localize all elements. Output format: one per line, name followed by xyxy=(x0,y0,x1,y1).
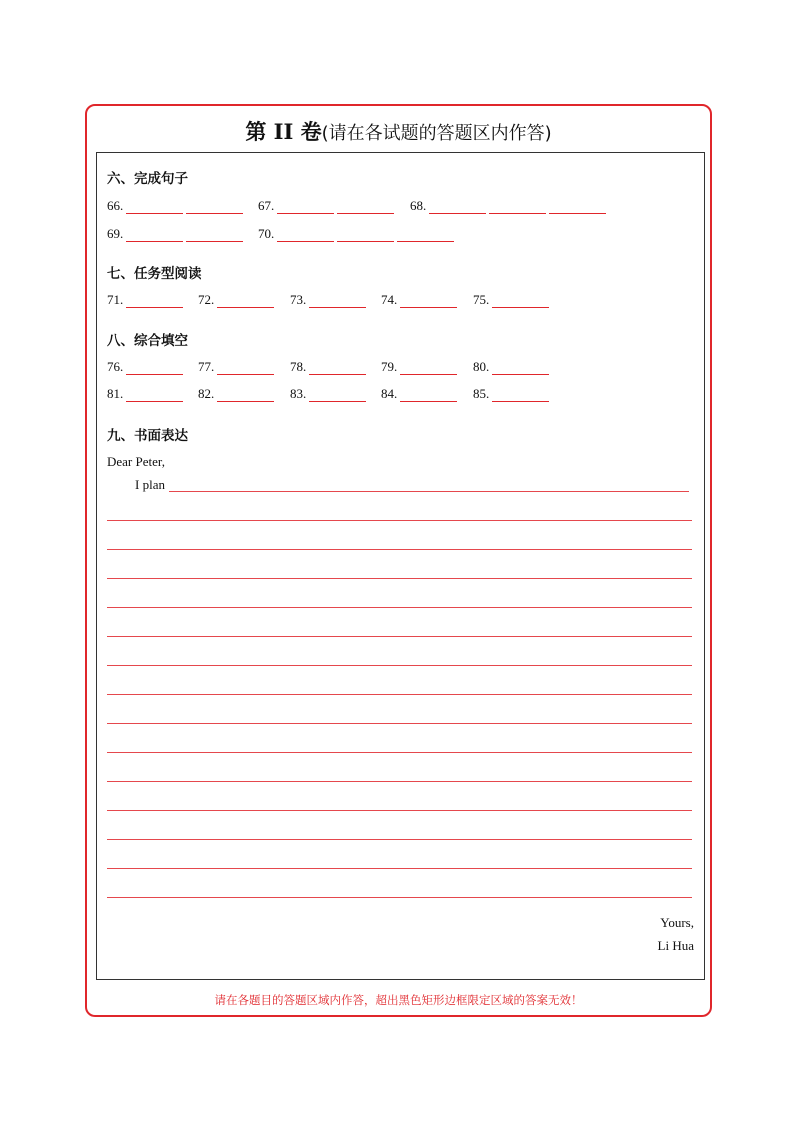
question-67-number: 67. xyxy=(258,198,275,213)
answer-blank[interactable] xyxy=(309,294,366,308)
question-70-number: 70. xyxy=(258,226,275,241)
writing-line[interactable] xyxy=(107,810,692,811)
question-80-number: 80. xyxy=(473,359,490,374)
question-77-number: 77. xyxy=(198,359,215,374)
writing-line[interactable] xyxy=(107,607,692,608)
question-67 xyxy=(258,198,394,214)
section-8-title: 八、综合填空 xyxy=(107,333,188,349)
answer-blank[interactable] xyxy=(489,200,546,214)
question-80 xyxy=(473,359,549,375)
writing-line[interactable] xyxy=(107,665,692,666)
question-71 xyxy=(107,292,183,308)
answer-blank[interactable] xyxy=(309,388,366,402)
writing-line[interactable] xyxy=(107,868,692,869)
question-75-number: 75. xyxy=(473,292,490,307)
question-82-number: 82. xyxy=(198,386,215,401)
answer-blank[interactable] xyxy=(217,361,274,375)
question-81-number: 81. xyxy=(107,386,124,401)
question-78-number: 78. xyxy=(290,359,307,374)
writing-line[interactable] xyxy=(107,752,692,753)
answer-blank[interactable] xyxy=(492,294,549,308)
answer-blank[interactable] xyxy=(126,200,183,214)
writing-line[interactable] xyxy=(107,839,692,840)
answer-blank[interactable] xyxy=(217,388,274,402)
answer-blank[interactable] xyxy=(400,388,457,402)
answer-blank[interactable] xyxy=(309,361,366,375)
question-83-number: 83. xyxy=(290,386,307,401)
letter-opening: I plan xyxy=(135,477,165,492)
answer-blank[interactable] xyxy=(277,228,334,242)
question-81 xyxy=(107,386,183,402)
sheet-title xyxy=(87,116,710,146)
question-74-number: 74. xyxy=(381,292,398,307)
question-82 xyxy=(198,386,274,402)
answer-area-box xyxy=(96,152,705,980)
answer-blank[interactable] xyxy=(400,294,457,308)
question-72 xyxy=(198,292,274,308)
question-76 xyxy=(107,359,183,375)
answer-blank[interactable] xyxy=(126,361,183,375)
answer-blank[interactable] xyxy=(429,200,486,214)
question-84-number: 84. xyxy=(381,386,398,401)
question-69-number: 69. xyxy=(107,226,124,241)
question-66-number: 66. xyxy=(107,198,124,213)
answer-blank[interactable] xyxy=(126,294,183,308)
question-78 xyxy=(290,359,366,375)
answer-blank[interactable] xyxy=(126,228,183,242)
question-85 xyxy=(473,386,549,402)
answer-blank[interactable] xyxy=(549,200,606,214)
letter-closing: Yours, xyxy=(660,915,694,930)
answer-blank[interactable] xyxy=(492,388,549,402)
question-73 xyxy=(290,292,366,308)
question-79-number: 79. xyxy=(381,359,398,374)
answer-blank[interactable] xyxy=(492,361,549,375)
question-85-number: 85. xyxy=(473,386,490,401)
section-9-title: 九、书面表达 xyxy=(107,428,188,444)
answer-blank[interactable] xyxy=(126,388,183,402)
answer-blank[interactable] xyxy=(397,228,454,242)
question-68-number: 68. xyxy=(410,198,427,213)
answer-sheet xyxy=(85,104,712,1017)
footer-note: 请在各题目的答题区域内作答，超出黑色矩形边框限定区域的答案无效！ xyxy=(214,993,583,1007)
question-69 xyxy=(107,226,243,242)
question-83 xyxy=(290,386,366,402)
writing-line[interactable] xyxy=(107,549,692,550)
writing-line[interactable] xyxy=(107,781,692,782)
question-72-number: 72. xyxy=(198,292,215,307)
writing-line[interactable] xyxy=(107,694,692,695)
question-70 xyxy=(258,226,454,242)
writing-line[interactable] xyxy=(107,578,692,579)
title-instruction: (请在各试题的答题区内作答) xyxy=(321,123,552,144)
question-76-number: 76. xyxy=(107,359,124,374)
answer-blank[interactable] xyxy=(277,200,334,214)
answer-blank[interactable] xyxy=(337,200,394,214)
writing-line[interactable] xyxy=(107,636,692,637)
answer-blank[interactable] xyxy=(186,200,243,214)
title-main: 第 II 卷 xyxy=(245,119,322,144)
question-68 xyxy=(410,198,606,214)
writing-line[interactable] xyxy=(107,723,692,724)
section-6-title: 六、完成句子 xyxy=(107,171,188,187)
question-75 xyxy=(473,292,549,308)
answer-blank[interactable] xyxy=(217,294,274,308)
question-73-number: 73. xyxy=(290,292,307,307)
writing-line[interactable] xyxy=(107,897,692,898)
writing-line[interactable] xyxy=(107,520,692,521)
question-77 xyxy=(198,359,274,375)
question-71-number: 71. xyxy=(107,292,124,307)
question-79 xyxy=(381,359,457,375)
answer-blank[interactable] xyxy=(186,228,243,242)
question-74 xyxy=(381,292,457,308)
answer-blank[interactable] xyxy=(400,361,457,375)
writing-line[interactable] xyxy=(169,491,689,492)
answer-blank[interactable] xyxy=(337,228,394,242)
letter-signature: Li Hua xyxy=(657,938,694,953)
question-66 xyxy=(107,198,243,214)
section-7-title: 七、任务型阅读 xyxy=(107,266,202,282)
question-84 xyxy=(381,386,457,402)
letter-greeting: Dear Peter, xyxy=(107,454,165,469)
